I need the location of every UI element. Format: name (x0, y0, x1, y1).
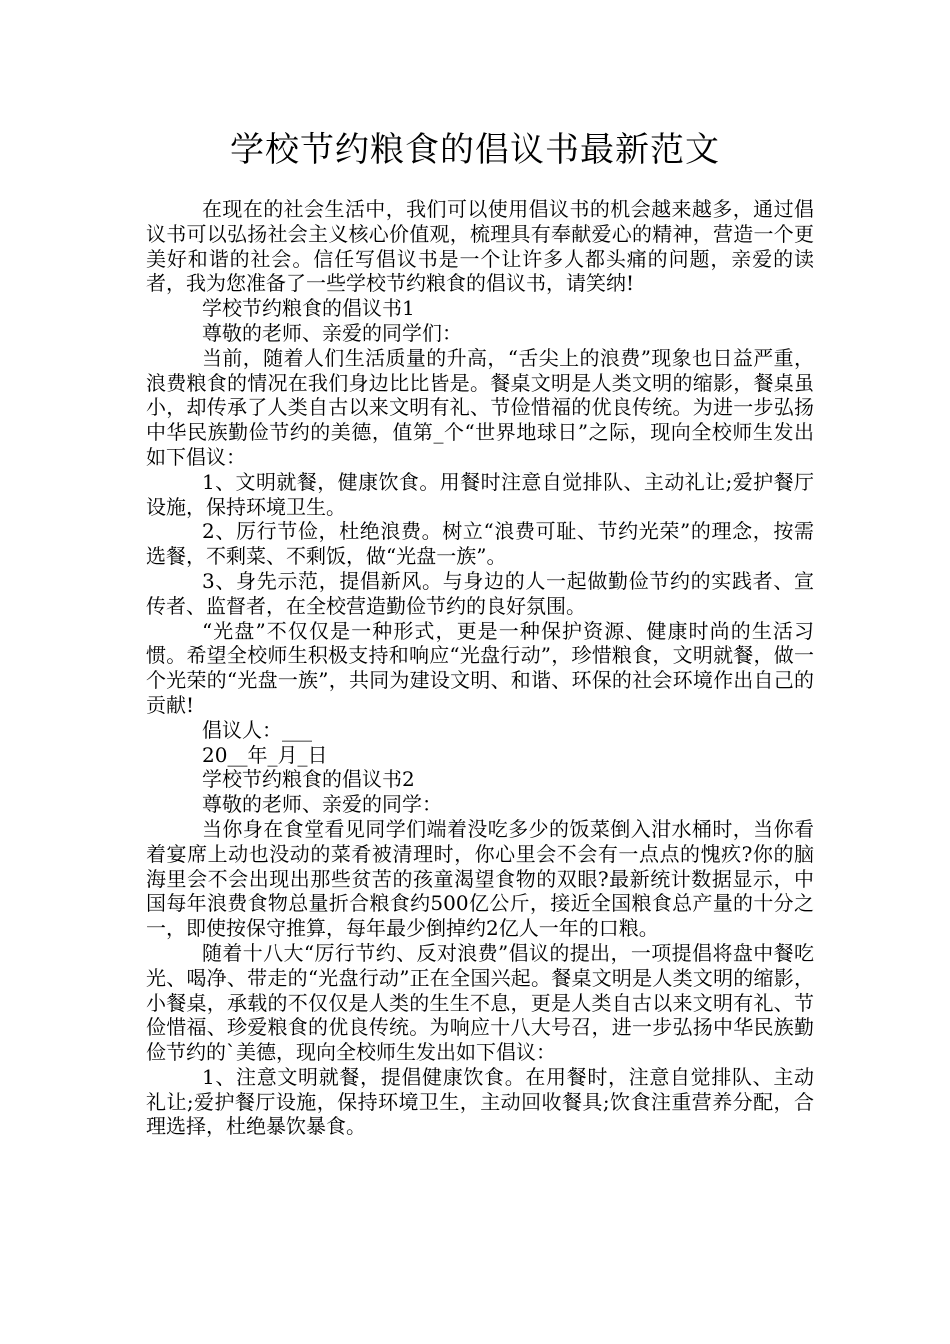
salutation-1: 尊敬的老师、亲爱的同学们： (202, 320, 462, 345)
proposal-item: 3、身先示范，提倡新风。与身边的人一起做勤俭节约的实践者、宣传者、监督者，在全校营造勤俭节约的良好氛围。 (146, 568, 814, 618)
intro-paragraph: 在现在的社会生活中，我们可以使用倡议书的机会越来越多，通过倡议书可以弘扬社会主义核心价值观，梳理具有奉献爱心的精神，营造一个更美好和谐的社会。信任写倡议书是一个让许多人都头痛的问题，亲爱的读者，我为您准备了一些学校节约粮食的倡议书，请笑纳! (146, 197, 814, 296)
section-heading-2: 学校节约粮食的倡议书2 (202, 767, 415, 792)
paragraph: 当前，随着人们生活质量的升高，“舌尖上的浪费”现象也日益严重，浪费粮食的情况在我们身边比比皆是。餐桌文明是人类文明的缩影，餐桌虽小，却传承了人类自古以来文明有礼、节俭惜福的优良传统。为进一步弘扬中华民族勤俭节约的美德，值第_个“世界地球日”之际，现向全校师生发出如下倡议： (146, 345, 814, 469)
document-title: 学校节约粮食的倡议书最新范文 (230, 130, 720, 170)
paragraph: 随着十八大“厉行节约、反对浪费”倡议的提出，一项提倡将盘中餐吃光、喝净、带走的“光盘行动”正在全国兴起。餐桌文明是人类文明的缩影，小餐桌，承载的不仅仅是人类的生生不息，更是人类自古以来文明有礼、节俭惜福、珍爱粮食的优良传统。为响应十八大号召，进一步弘扬中华民族勤俭节约的`美德，现向全校师生发出如下倡议： (146, 940, 814, 1065)
proposal-item: 2、厉行节俭，杜绝浪费。树立“浪费可耻、节约光荣”的理念，按需选餐，不剩菜、不剩饭，做“光盘一族”。 (146, 519, 814, 569)
paragraph: 当你身在食堂看见同学们端着没吃多少的饭菜倒入泔水桶时，当你看着宴席上动也没动的菜肴被清理时，你心里会不会有一点点的愧疚?你的脑海里会不会出现出那些贫苦的孩童渴望食物的双眼?最新统计数据显示，中国每年浪费食物总量折合粮食约500亿公斤，接近全国粮食总产量的十分之一，即使按保守推算，每年最少倒掉约2亿人一年的口粮。 (146, 816, 814, 941)
date-line: 20__年_月_日 (202, 742, 328, 767)
document-body (146, 197, 814, 1139)
signature-line: 倡议人：___ (202, 717, 312, 742)
paragraph: “光盘”不仅仅是一种形式，更是一种保护资源、健康时尚的生活习惯。希望全校师生积极支持和响应“光盘行动”，珍惜粮食，文明就餐，做一个光荣的“光盘一族”，共同为建设文明、和谐、环保的社会环境作出自己的贡献! (146, 618, 814, 717)
proposal-item: 1、注意文明就餐，提倡健康饮食。在用餐时，注意自觉排队、主动礼让;爱护餐厅设施，保持环境卫生，主动回收餐具;饮食注重营养分配，合理选择，杜绝暴饮暴食。 (146, 1064, 814, 1139)
salutation-2: 尊敬的老师、亲爱的同学： (202, 792, 442, 817)
section-heading-1: 学校节约粮食的倡议书1 (202, 296, 415, 321)
proposal-item: 1、文明就餐，健康饮食。用餐时注意自觉排队、主动礼让;爱护餐厅设施，保持环境卫生。 (146, 469, 814, 519)
